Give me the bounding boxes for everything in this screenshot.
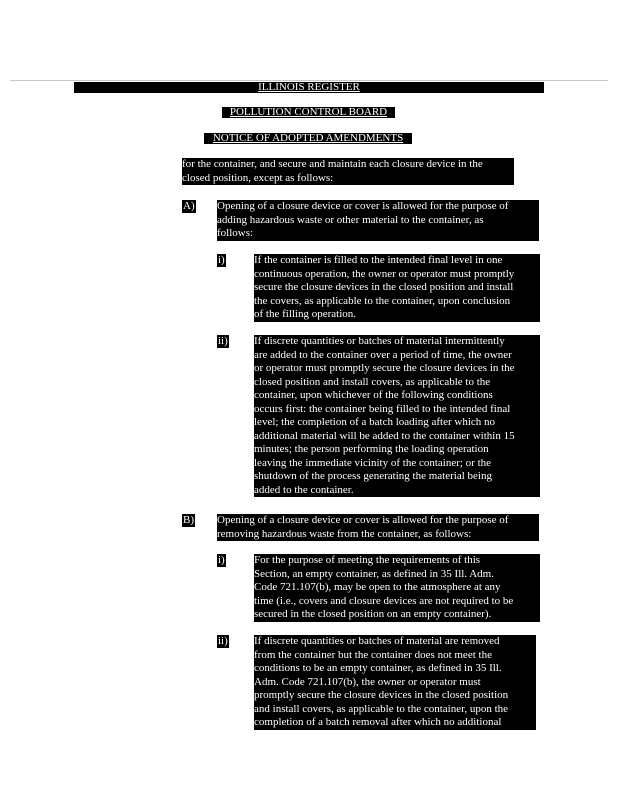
section-b-line: removing hazardous waste from the container, as follows: bbox=[217, 527, 472, 540]
item-a-ii-paragraph bbox=[254, 335, 540, 497]
item-b-i-line: secured in the closed position on an empty container). bbox=[254, 608, 492, 620]
section-a-line: follows: bbox=[217, 227, 254, 239]
section-b-paragraph bbox=[217, 514, 539, 541]
item-a-i-line: If the container is filled to the intended final level in one bbox=[254, 254, 503, 266]
item-a-ii-line: container, upon whichever of the following conditions bbox=[254, 389, 493, 401]
item-a-ii-line: minutes; the person performing the loading operation bbox=[254, 443, 489, 455]
item-a-ii-line: shutdown of the process generating the material being bbox=[254, 470, 492, 482]
section-a-line: Opening of a closure device or cover is allowed for the purpose of bbox=[217, 200, 509, 212]
intro-line: closed position, except as follows: bbox=[182, 171, 334, 184]
item-a-ii-line: occurs first: the container being filled to the intended final bbox=[254, 402, 511, 415]
section-b-line: Opening of a closure device or cover is allowed for the purpose of bbox=[217, 514, 509, 526]
section-b-label: B) bbox=[183, 514, 194, 526]
item-a-ii-line: or operator must promptly secure the closure devices in the bbox=[254, 362, 515, 374]
item-b-i-label: i) bbox=[218, 554, 225, 566]
item-b-ii-line: conditions to be an empty container, as defined in 35 Ill. bbox=[254, 662, 502, 674]
item-a-i-line: the covers, as applicable to the container, upon conclusion bbox=[254, 294, 511, 307]
item-a-i-line: continuous operation, the owner or operator must promptly bbox=[254, 267, 515, 280]
item-a-ii-line: additional material will be added to the container within 15 bbox=[254, 429, 515, 442]
intro-line: for the container, and secure and maintain each closure device in the bbox=[182, 158, 483, 170]
item-b-ii-line: completion of a batch removal after which no additional bbox=[254, 716, 502, 728]
item-a-ii-line: level; the completion of a batch loading after which no bbox=[254, 416, 496, 428]
register-header bbox=[74, 82, 544, 93]
item-b-ii-line: promptly secure the closure devices in the closed position bbox=[254, 689, 509, 701]
item-b-i-line: Section, an empty container, as defined in 35 Ill. Adm. bbox=[254, 567, 494, 580]
board-title: POLLUTION CONTROL BOARD bbox=[229, 106, 388, 118]
item-b-ii-line: Adm. Code 721.107(b), the owner or operator must bbox=[254, 675, 481, 688]
section-a-label: A) bbox=[183, 200, 195, 212]
item-b-ii-line: from the container but the container does not meet the bbox=[254, 648, 492, 661]
item-b-i-line: time (i.e., covers and closure devices are not required to be bbox=[254, 594, 514, 607]
item-b-i-line: For the purpose of meeting the requirements of this bbox=[254, 554, 481, 566]
section-a-line: adding hazardous waste or other material to the container, as bbox=[217, 213, 484, 226]
item-b-i-paragraph bbox=[254, 554, 540, 622]
section-a-paragraph bbox=[217, 200, 539, 241]
item-a-i-line: of the filling operation. bbox=[254, 308, 357, 320]
item-a-ii-label: ii) bbox=[218, 335, 228, 347]
item-a-ii-line: If discrete quantities or batches of material intermittently bbox=[254, 335, 505, 347]
item-a-ii-line: added to the container. bbox=[254, 483, 354, 496]
notice-title: NOTICE OF ADOPTED AMENDMENTS bbox=[212, 132, 404, 144]
item-b-ii-line: If discrete quantities or batches of material are removed bbox=[254, 635, 500, 647]
item-a-i-line: secure the closure devices in the closed position and install bbox=[254, 281, 514, 293]
item-a-i-label: i) bbox=[218, 254, 225, 266]
item-a-ii-line: leaving the immediate vicinity of the container; or the bbox=[254, 456, 492, 469]
item-a-ii-line: closed position and install covers, as applicable to the bbox=[254, 375, 491, 388]
item-b-ii-paragraph bbox=[254, 635, 536, 730]
item-b-i-line: Code 721.107(b), may be open to the atmosphere at any bbox=[254, 581, 501, 593]
item-a-ii-line: are added to the container over a period of time, the owner bbox=[254, 348, 512, 361]
item-a-i-paragraph bbox=[254, 254, 540, 322]
item-b-ii-line: and install covers, as applicable to the container, upon the bbox=[254, 702, 509, 715]
register-title: ILLINOIS REGISTER bbox=[258, 81, 360, 93]
intro-paragraph bbox=[182, 158, 514, 185]
board-header bbox=[222, 107, 395, 118]
notice-header bbox=[204, 133, 412, 144]
item-b-ii-label: ii) bbox=[218, 635, 228, 647]
